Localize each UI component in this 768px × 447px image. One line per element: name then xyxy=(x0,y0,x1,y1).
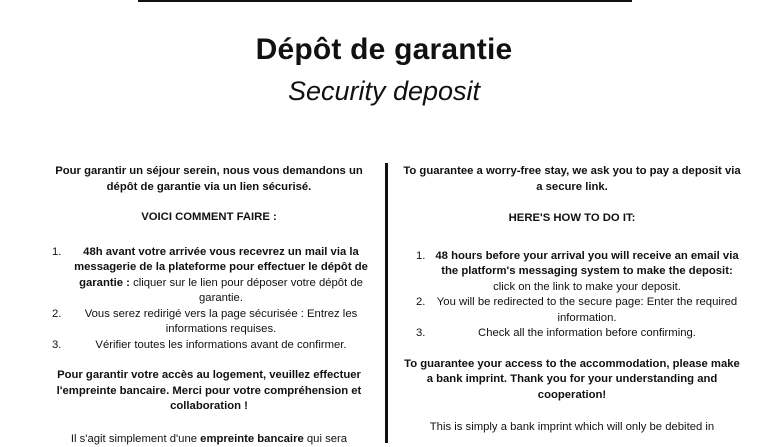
step-number: 1. xyxy=(52,245,61,261)
english-steps-list xyxy=(402,249,742,342)
french-step-2 xyxy=(46,307,372,338)
step-text: Vérifier toutes les informations avant de confirmer. xyxy=(95,339,346,351)
imprint-text-start: Il s'agit simplement d'une xyxy=(71,433,200,445)
english-intro: To guarantee a worry-free stay, we ask you to pay a deposit via a secure link. xyxy=(402,164,742,195)
french-intro: Pour garantir un séjour serein, nous vous demandons un dépôt de garantie via un lien sécurisé. xyxy=(46,164,372,195)
english-step-1 xyxy=(402,249,742,296)
french-access-note: Pour garantir votre accès au logement, veuillez effectuer l'empreinte bancaire. Merci pour votre compréhension et collaboration ! xyxy=(46,368,372,415)
step-number: 1. xyxy=(416,249,425,265)
imprint-text-end: qui sera xyxy=(304,433,347,445)
french-howto-heading: VOICI COMMENT FAIRE : xyxy=(46,210,372,226)
english-step-3 xyxy=(402,326,742,342)
step-number: 2. xyxy=(416,295,425,311)
french-imprint-text xyxy=(46,432,372,447)
french-steps-list xyxy=(46,245,372,354)
imprint-text-bold: empreinte bancaire xyxy=(200,433,304,445)
english-column xyxy=(402,164,742,436)
step-number: 2. xyxy=(52,307,61,323)
english-imprint-text: This is simply a bank imprint which will only be debited in xyxy=(402,420,742,436)
step-text: You will be redirected to the secure page: Enter the required information. xyxy=(437,296,737,324)
step-bold-text: 48 hours before your arrival you will receive an email via the platform's messaging system to make the deposit: xyxy=(435,250,738,278)
step-number: 3. xyxy=(416,326,425,342)
top-frame-border xyxy=(138,0,632,2)
step-text: Vous serez redirigé vers la page sécurisée : Entrez les informations requises. xyxy=(85,308,358,336)
english-step-2 xyxy=(402,295,742,326)
step-text: Check all the information before confirming. xyxy=(478,327,696,339)
step-text: click on the link to make your deposit. xyxy=(493,281,681,293)
step-number: 3. xyxy=(52,338,61,354)
step-bold-text: 48h avant votre arrivée vous recevrez un mail via la messagerie de la plateforme pour effectuer le dépôt de garantie : xyxy=(74,246,368,289)
french-column xyxy=(46,164,372,447)
french-step-3 xyxy=(46,338,372,354)
step-text: cliquer sur le lien pour déposer votre dépôt de garantie. xyxy=(130,277,363,305)
column-divider xyxy=(385,163,388,443)
french-step-1 xyxy=(46,245,372,307)
page-title: Dépôt de garantie xyxy=(0,33,768,67)
page-subtitle: Security deposit xyxy=(0,76,768,107)
english-access-note: To guarantee your access to the accommodation, please make a bank imprint. Thank you for your understanding and cooperation! xyxy=(402,357,742,404)
english-howto-heading: HERE'S HOW TO DO IT: xyxy=(402,211,742,227)
